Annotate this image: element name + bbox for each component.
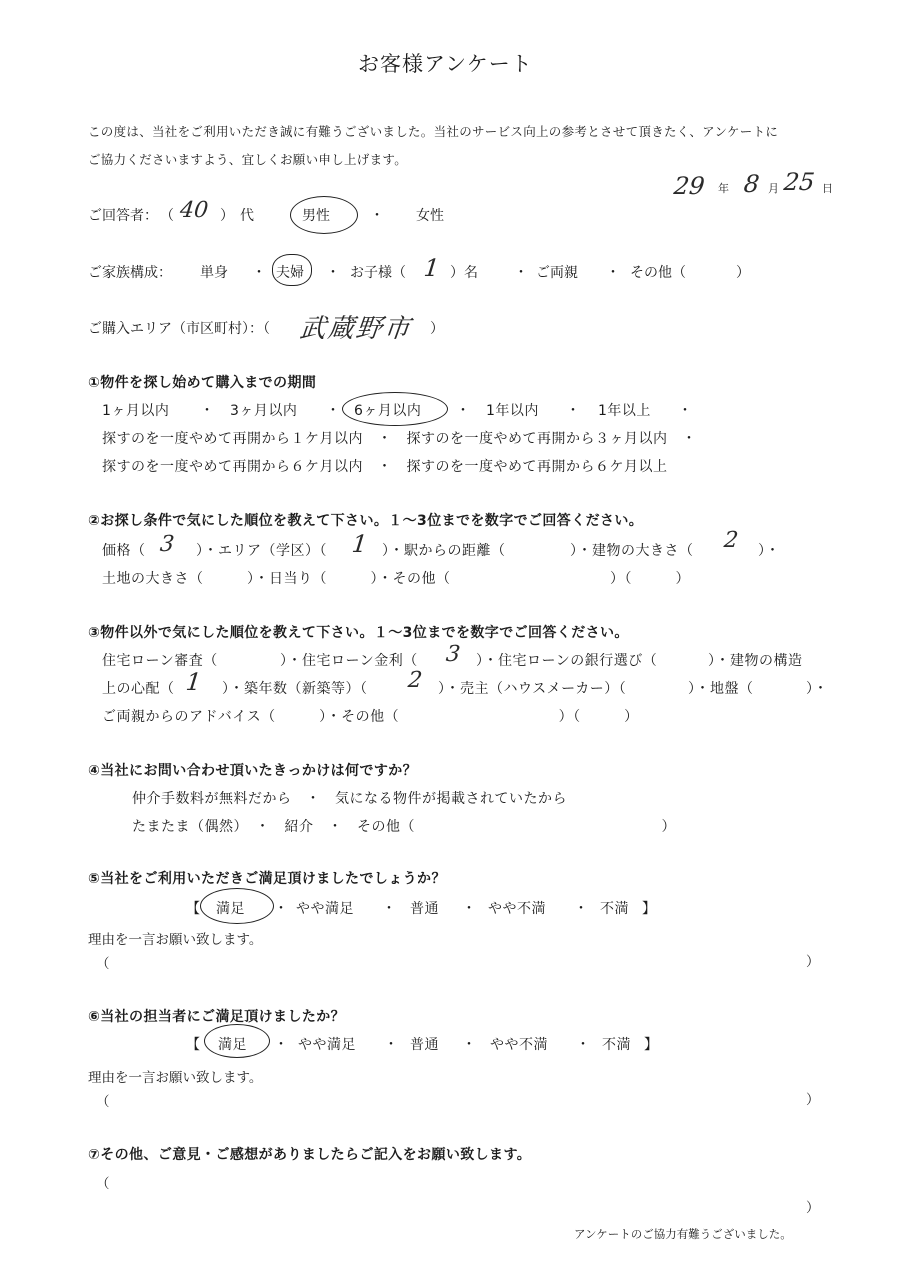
age-value[interactable]: 40 bbox=[178, 198, 210, 223]
date-day-label: 日 bbox=[822, 182, 833, 195]
q4-line-2[interactable]: たまたま（偶然） ・ 紹介 ・ その他（ ） bbox=[132, 819, 676, 835]
q2-price-value[interactable]: 3 bbox=[158, 532, 176, 557]
q2-price-label: 価格（ bbox=[102, 543, 146, 559]
q1-sep: ・ bbox=[566, 403, 581, 419]
family-sep-3: ・ bbox=[514, 265, 528, 281]
q2-area-label: ）・エリア（学区）（ bbox=[196, 543, 327, 559]
q3-bank-label: ）・住宅ローンの銀行選び（ bbox=[476, 653, 658, 669]
q5-heading: ⑤当社をご利用いただきご満足頂けましたでしょうか？ bbox=[88, 871, 446, 887]
q6-reason-close: ） bbox=[806, 1092, 820, 1108]
page-title: お客様アンケート bbox=[358, 52, 533, 76]
q2-heading: ②お探し条件で気にした順位を教えて下さい。１～3位までを数字でご回答ください。 bbox=[88, 513, 644, 529]
q6-option-somewhat-dissatisfied[interactable]: やや不満 bbox=[490, 1037, 548, 1053]
q1-option-over-1y[interactable]: 1年以上 bbox=[598, 403, 651, 419]
q5-sep: ・ bbox=[574, 901, 589, 917]
q5-sep: ・ bbox=[382, 901, 397, 917]
q1-line-2[interactable]: 探すのを一度やめて再開から１ケ月以内 ・ 探すのを一度やめて再開から３ヶ月以内 ・ bbox=[102, 431, 697, 447]
q6-option-neutral[interactable]: 普通 bbox=[410, 1037, 439, 1053]
q6-close: 】 bbox=[644, 1037, 659, 1053]
q3-ground-label: ）・地盤（ bbox=[688, 681, 754, 697]
q3-structure-value[interactable]: 1 bbox=[184, 668, 203, 696]
q5-close: 】 bbox=[642, 901, 657, 917]
q3-loan-rate-label: ）・住宅ローン金利（ bbox=[280, 653, 418, 669]
q2-station-label: ）・駅からの距離（ bbox=[382, 543, 506, 559]
option-single[interactable]: 単身 bbox=[200, 265, 228, 281]
q3-loan-review-label: 住宅ローン審査（ bbox=[102, 653, 218, 669]
option-couple[interactable]: 夫婦 bbox=[276, 265, 304, 281]
q6-reason-open[interactable]: （ bbox=[96, 1094, 110, 1110]
q6-heading: ⑥当社の担当者にご満足頂けましたか？ bbox=[88, 1009, 346, 1025]
children-value[interactable]: 1 bbox=[422, 254, 441, 282]
q5-option-dissatisfied[interactable]: 不満 bbox=[600, 901, 629, 917]
q5-option-satisfied[interactable]: 満足 bbox=[216, 901, 245, 917]
age-open: （ bbox=[160, 208, 174, 224]
date-field[interactable] bbox=[674, 168, 844, 202]
respondent-label: ご回答者： bbox=[88, 208, 158, 224]
q1-sep: ・ bbox=[678, 403, 693, 419]
date-year-value: 29 bbox=[672, 172, 707, 200]
q3-loan-rate-value[interactable]: 3 bbox=[444, 642, 462, 667]
date-month-value: 8 bbox=[742, 170, 761, 198]
q6-reason-label: 理由を一言お願い致します。 bbox=[88, 1070, 263, 1086]
option-female[interactable]: 女性 bbox=[416, 208, 444, 224]
q2-line1-end: ）・ bbox=[758, 543, 780, 559]
q7-comment-open[interactable]: （ bbox=[96, 1176, 110, 1192]
q6-option-somewhat-satisfied[interactable]: やや満足 bbox=[298, 1037, 356, 1053]
q5-reason-open[interactable]: （ bbox=[96, 956, 110, 972]
q3-heading: ③物件以外で気にした順位を教えて下さい。１～3位までを数字でご回答ください。 bbox=[88, 625, 629, 641]
q1-line-3[interactable]: 探すのを一度やめて再開から６ケ月以内 ・ 探すのを一度やめて再開から６ケ月以上 bbox=[102, 459, 668, 475]
q3-seller-label: ）・売主（ハウスメーカー）（ bbox=[438, 681, 627, 697]
q3-age-label: ）・築年数（新築等）（ bbox=[222, 681, 368, 697]
date-year-label: 年 bbox=[718, 182, 729, 195]
family-other-close: ） bbox=[736, 265, 750, 281]
q5-sep: ・ bbox=[462, 901, 477, 917]
q5-reason-label: 理由を一言お願い致します。 bbox=[88, 932, 263, 948]
family-sep-4: ・ bbox=[606, 265, 620, 281]
q6-sep: ・ bbox=[462, 1037, 477, 1053]
area-label: ご購入エリア（市区町村）：（ bbox=[88, 321, 270, 337]
q6-sep: ・ bbox=[576, 1037, 591, 1053]
q2-line-2[interactable]: 土地の大きさ（ ）・日当り（ ）・その他（ ）（ ） bbox=[102, 571, 690, 587]
option-children-label[interactable]: お子様（ bbox=[350, 265, 406, 281]
area-close: ） bbox=[430, 321, 444, 337]
q5-sep: ・ bbox=[274, 901, 289, 917]
age-close: ） bbox=[220, 208, 234, 224]
q6-sep: ・ bbox=[274, 1037, 289, 1053]
q2-area-value[interactable]: 1 bbox=[350, 530, 369, 558]
q1-sep: ・ bbox=[200, 403, 215, 419]
q1-heading: ①物件を探し始めて購入までの期間 bbox=[88, 375, 317, 391]
q1-option-1m[interactable]: 1ヶ月以内 bbox=[102, 403, 170, 419]
q1-sep: ・ bbox=[456, 403, 471, 419]
q1-option-3m[interactable]: 3ヶ月以内 bbox=[230, 403, 298, 419]
age-suffix: 代 bbox=[240, 208, 254, 224]
q5-selected-circle bbox=[200, 888, 274, 924]
q3-line-3[interactable]: ご両親からのアドバイス（ ）・その他（ ）（ ） bbox=[102, 709, 639, 725]
couple-selected-circle bbox=[272, 254, 312, 286]
q6-open: 【 bbox=[186, 1037, 201, 1053]
q4-line-1[interactable]: 仲介手数料が無料だから ・ 気になる物件が掲載されていたから bbox=[132, 791, 567, 807]
q6-option-dissatisfied[interactable]: 不満 bbox=[602, 1037, 631, 1053]
q1-option-1y[interactable]: 1年以内 bbox=[486, 403, 539, 419]
q6-selected-circle bbox=[204, 1024, 270, 1058]
q2-building-value[interactable]: 2 bbox=[722, 528, 740, 553]
q6-option-satisfied[interactable]: 満足 bbox=[218, 1037, 247, 1053]
family-sep-1: ・ bbox=[252, 265, 266, 281]
q3-line1-end: ）・建物の構造 bbox=[708, 653, 803, 669]
area-value[interactable]: 武蔵野市 bbox=[298, 314, 414, 344]
male-selected-circle bbox=[290, 196, 358, 234]
q7-comment-close: ） bbox=[806, 1200, 820, 1216]
q1-option-6m[interactable]: 6ヶ月以内 bbox=[354, 403, 422, 419]
family-label: ご家族構成： bbox=[88, 265, 172, 281]
q3-structure-label: 上の心配（ bbox=[102, 681, 175, 697]
q2-building-label: ）・建物の大きさ（ bbox=[570, 543, 694, 559]
q5-reason-close: ） bbox=[806, 954, 820, 970]
q3-line2-end: ）・ bbox=[806, 681, 828, 697]
q5-option-neutral[interactable]: 普通 bbox=[410, 901, 439, 917]
date-month-label: 月 bbox=[768, 182, 779, 195]
q6-sep: ・ bbox=[384, 1037, 399, 1053]
q4-heading: ④当社にお問い合わせ頂いたきっかけは何ですか？ bbox=[88, 763, 418, 779]
date-day-value: 25 bbox=[782, 168, 817, 196]
option-parents[interactable]: ご両親 bbox=[536, 265, 578, 281]
children-unit: ）名 bbox=[450, 265, 478, 281]
q5-open: 【 bbox=[186, 901, 201, 917]
respondent-sep: ・ bbox=[370, 208, 384, 224]
option-other[interactable]: その他（ bbox=[630, 265, 686, 281]
q3-age-value[interactable]: 2 bbox=[406, 668, 424, 693]
closing-thanks: アンケートのご協力有難うございました。 bbox=[574, 1227, 792, 1241]
q1-selected-circle bbox=[342, 392, 448, 426]
option-male[interactable]: 男性 bbox=[302, 208, 330, 224]
q1-sep: ・ bbox=[326, 403, 341, 419]
q5-option-somewhat-satisfied[interactable]: やや満足 bbox=[296, 901, 354, 917]
intro-line-2: ご協力くださいますよう、宜しくお願い申し上げます。 bbox=[88, 152, 408, 167]
intro-line-1: この度は、当社をご利用いただき誠に有難うございました。当社のサービス向上の参考とさせて頂きたく、アンケートに bbox=[88, 124, 779, 139]
family-sep-2: ・ bbox=[326, 265, 340, 281]
q7-heading: ⑦その他、ご意見・ご感想がありましたらご記入をお願い致します。 bbox=[88, 1147, 532, 1163]
q5-option-somewhat-dissatisfied[interactable]: やや不満 bbox=[488, 901, 546, 917]
